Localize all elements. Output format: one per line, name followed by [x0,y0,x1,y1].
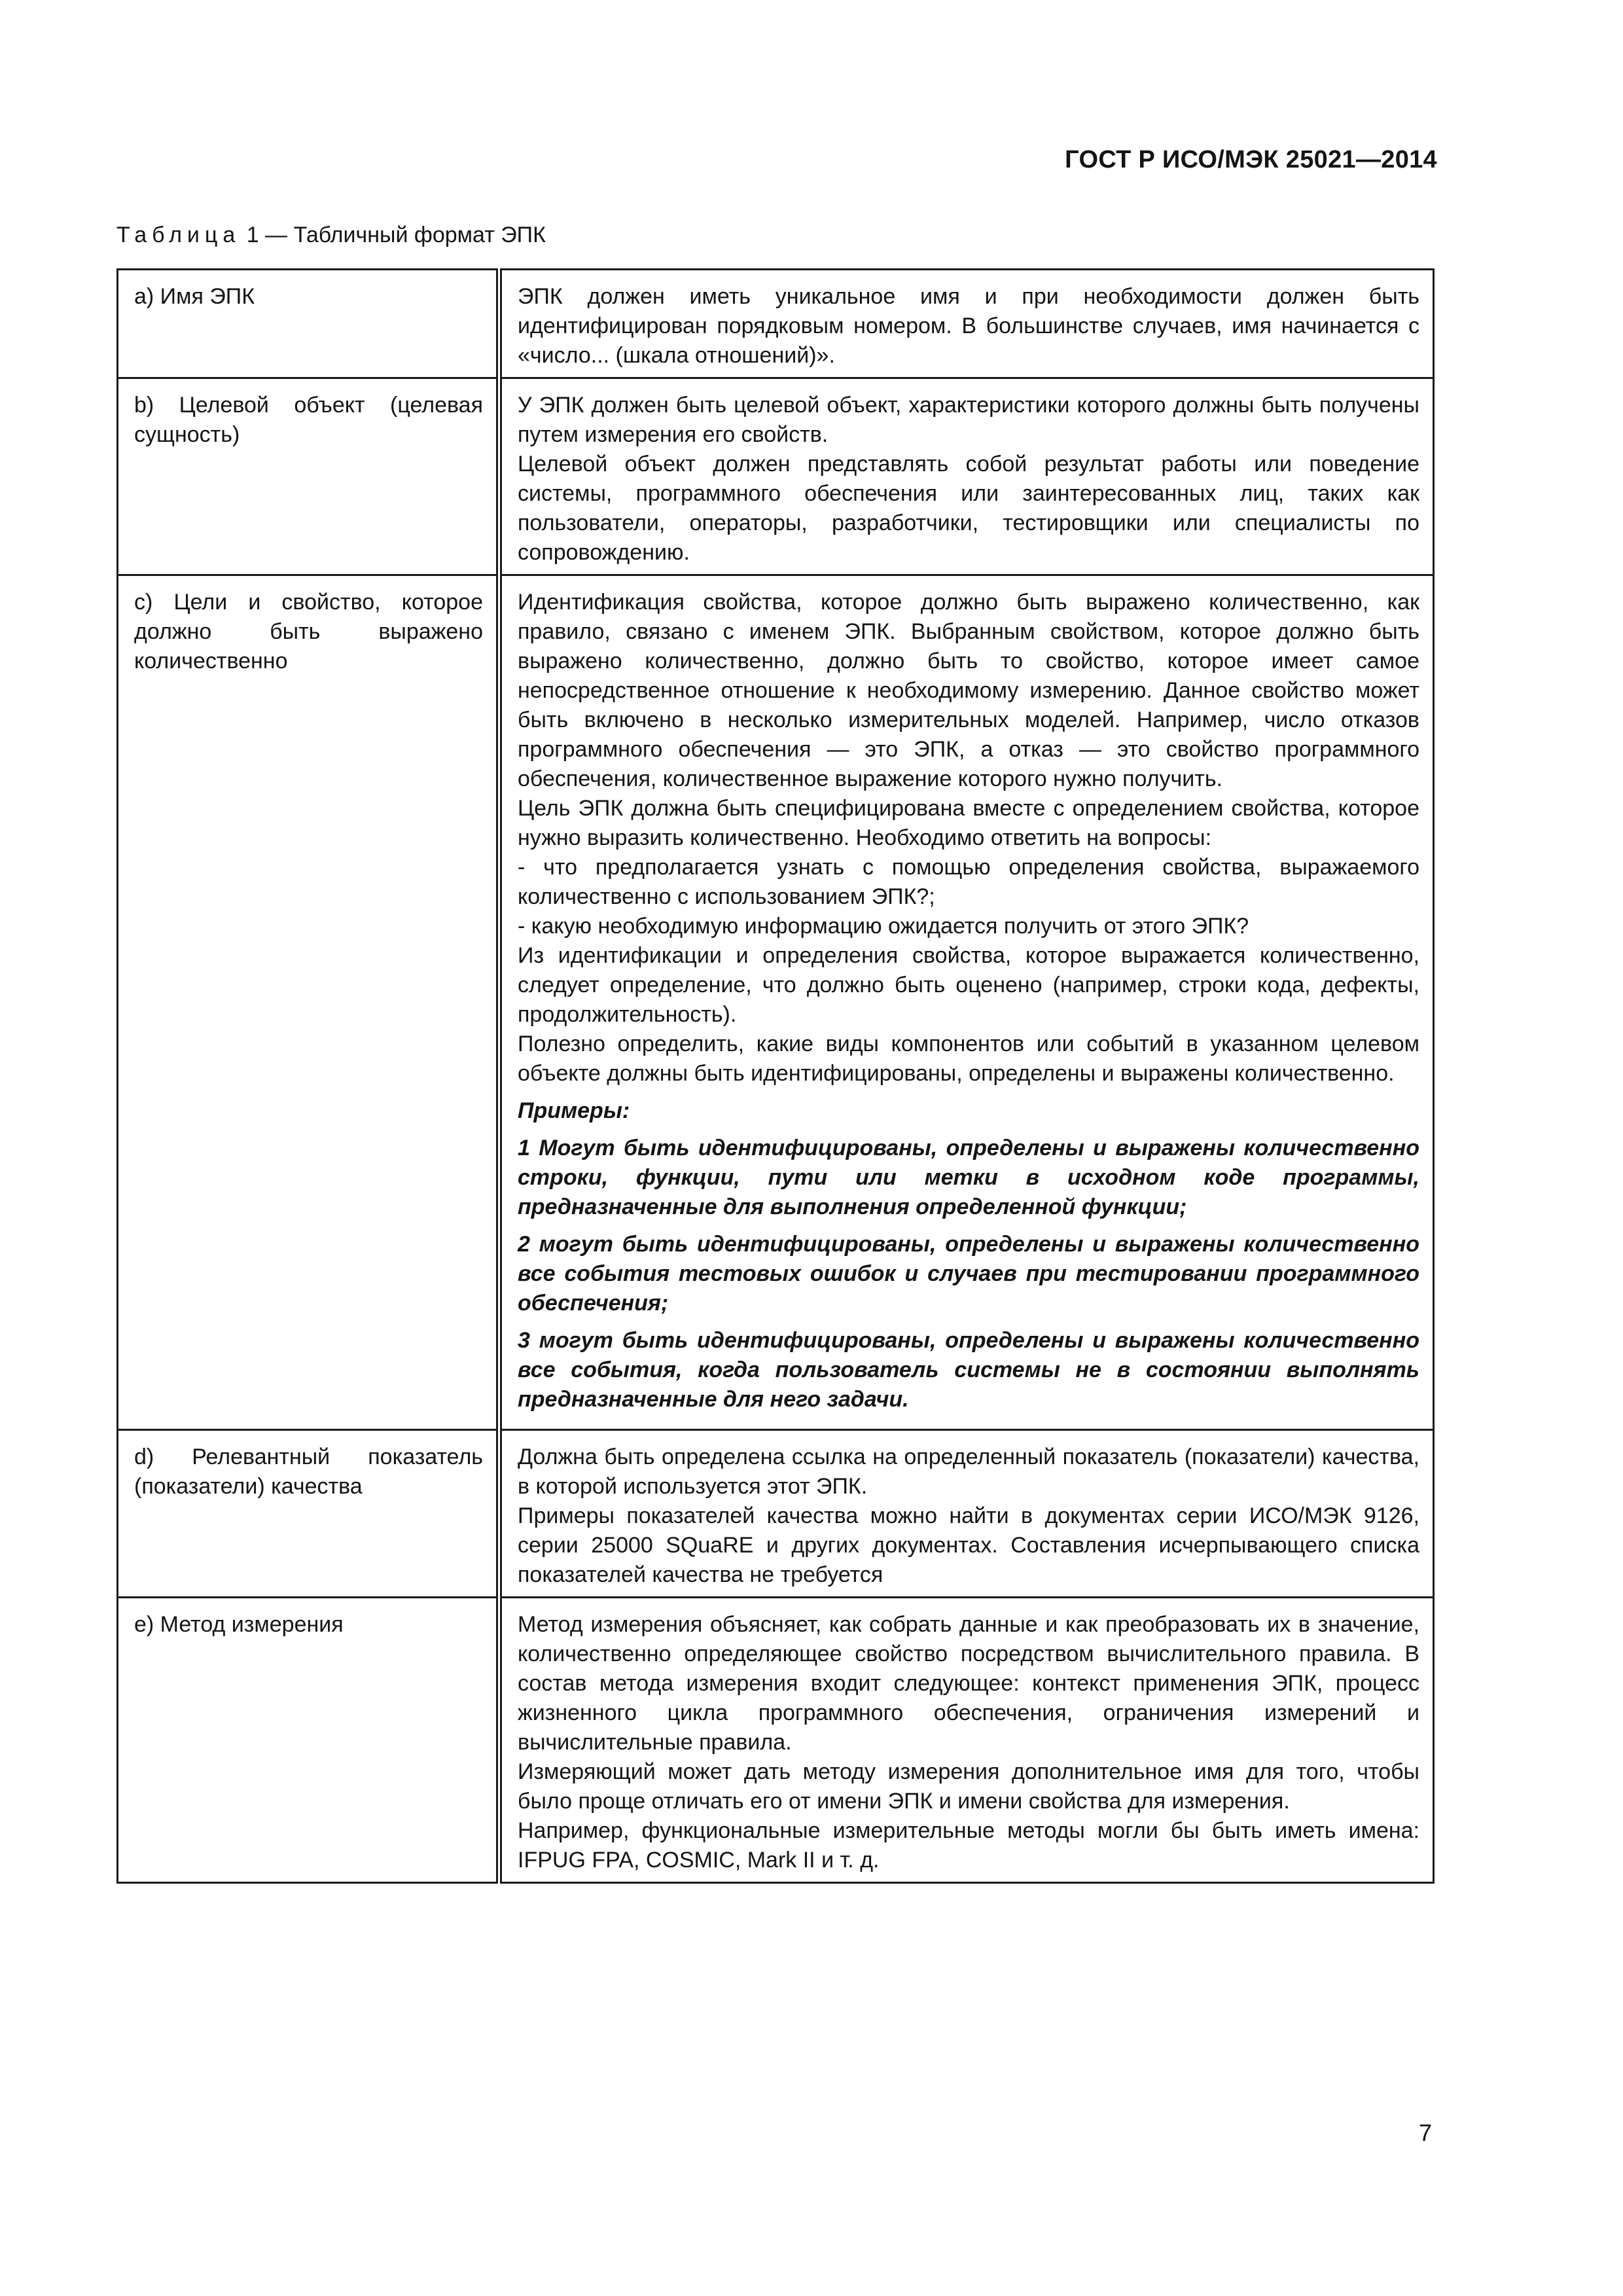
description-paragraph: - какую необходимую информацию ожидается получить от этого ЭПК? [518,914,1249,939]
table-row [118,270,1434,378]
description-paragraph: Примеры показателей качества можно найти в документах серии ИСО/МЭК 9126, серии 25000 SQuaRE и других документах. Составления исчерпывающего списка показателей качества не требуется [518,1503,1419,1587]
document-header: ГОСТ Р ИСО/МЭК 25021—2014 [1065,146,1437,173]
row-description [499,270,1434,378]
table-caption-number: 1 [246,223,259,247]
row-label: c) Цели и свойство, которое должно быть выражено количественно [118,575,499,1430]
description-paragraph: Цель ЭПК должна быть специфицирована вместе с определением свойства, которое нужно выразить количественно. Необходимо ответить на вопросы: [518,796,1419,850]
table-caption [116,223,546,248]
example-item: 3 могут быть идентифицированы, определены и выражены количественно все события, когда пользователь системы не в состоянии выполнять предназначенные для него задачи. [518,1328,1419,1412]
epk-format-table [116,268,1435,1884]
examples-heading: Примеры: [518,1098,630,1123]
page-number: 7 [1418,2119,1432,2146]
description-paragraph: Должна быть определена ссылка на определенный показатель (показатели) качества, в которой используется этот ЭПК. [518,1444,1419,1499]
table-caption-label: Таблица [116,223,241,247]
table-row [118,378,1434,575]
row-label: d) Релевантный показатель (показатели) качества [118,1430,499,1598]
row-description [499,378,1434,575]
table-row [118,575,1434,1430]
description-paragraph: Измеряющий может дать методу измерения дополнительное имя для того, чтобы было проще отличать его от имени ЭПК и имени свойства для измерения. [518,1759,1419,1814]
description-paragraph: Например, функциональные измерительные методы могли бы быть иметь имена: IFPUG FPA, COSMIC, Mark II и т. д. [518,1818,1419,1873]
description-paragraph: Целевой объект должен представлять собой результат работы или поведение системы, программного обеспечения или заинтересованных лиц, таких как пользователи, операторы, разработчики, тестировщики или специалисты по сопровождению. [518,452,1419,565]
description-paragraph: Идентификация свойства, которое должно быть выражено количественно, как правило, связано с именем ЭПК. Выбранным свойством, которое должно быть выражено количественно, должно быть то свойство, которое имеет самое непосредственное отношение к необходимому измерению. Данное свойство может быть включено в несколько измерительных моделей. Например, число отказов программного обеспечения — это ЭПК, а отказ — это свойство программного обеспечения, количественное выражение которого нужно получить. [518,590,1419,791]
row-description [499,1598,1434,1883]
table-row [118,1430,1434,1598]
example-item: 2 могут быть идентифицированы, определены и выражены количественно все события тестовых ошибок и случаев при тестировании программного обеспечения; [518,1232,1419,1316]
description-paragraph: Полезно определить, какие виды компонентов или событий в указанном целевом объекте должны быть идентифицированы, определены и выражены количественно. [518,1031,1419,1086]
table-caption-title: — Табличный формат ЭПК [265,223,546,247]
row-label: b) Целевой объект (целевая сущность) [118,378,499,575]
row-label: a) Имя ЭПК [118,270,499,378]
description-paragraph: Метод измерения объясняет, как собрать данные и как преобразовать их в значение, количественно определяющее свойство посредством вычислительного правила. В состав метода измерения входит следующее: контекст применения ЭПК, процесс жизненного цикла программного обеспечения, ограничения измерений и вычислительные правила. [518,1612,1419,1755]
description-paragraph: Из идентификации и определения свойства, которое выражается количественно, следует определение, что должно быть оценено (например, строки кода, дефекты, продолжительность). [518,943,1419,1027]
description-paragraph: ЭПК должен иметь уникальное имя и при необходимости должен быть идентифицирован порядковым номером. В большинстве случаев, имя начинается с «число... (шкала отношений)». [518,284,1419,368]
table-row [118,1598,1434,1883]
row-label: e) Метод измерения [118,1598,499,1883]
row-description [499,1430,1434,1598]
description-paragraph: - что предполагается узнать с помощью определения свойства, выражаемого количественно с использованием ЭПК?; [518,855,1419,909]
example-item: 1 Могут быть идентифицированы, определены и выражены количественно строки, функции, пути или метки в исходном коде программы, предназначенные для выполнения определенной функции; [518,1136,1419,1219]
row-description [499,575,1434,1430]
description-paragraph: У ЭПК должен быть целевой объект, характеристики которого должны быть получены путем измерения его свойств. [518,393,1419,447]
